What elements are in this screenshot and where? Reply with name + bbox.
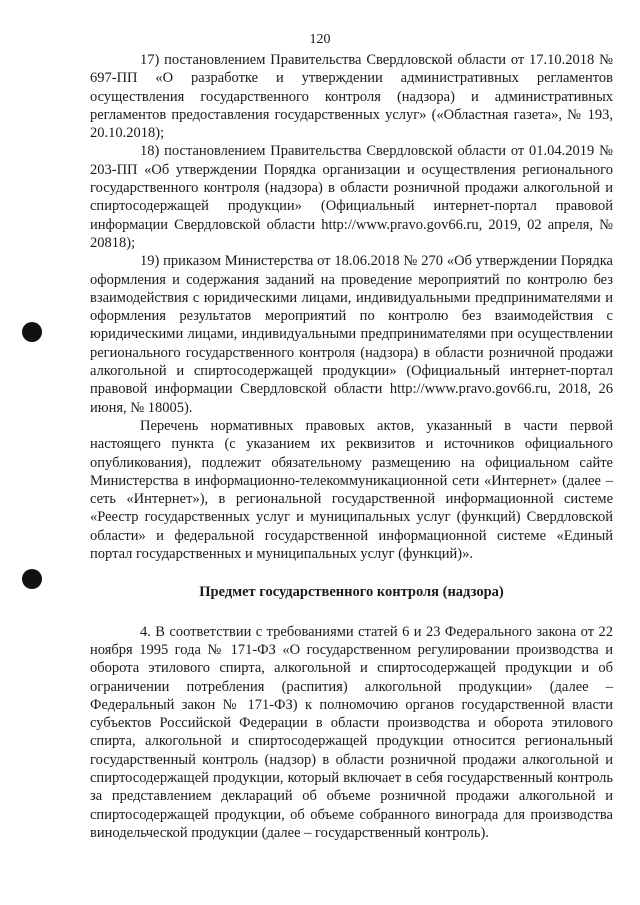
section-heading: Предмет государственного контроля (надзора) [199, 584, 504, 601]
publication-note-paragraph: Перечень нормативных правовых актов, указанный в части первой настоящего пункта (с указанием их реквизитов и источников официального опубликования), подлежит обязательному размещению на официальном сайте Министерства в информационно-телекоммуникационной сети «Интернет» (далее – сеть «Интернет»), в региональной государственной информационной системе «Реестр государственных услуг и муниципальных услуг (функций) Свердловской области» и федеральной государственной информационной системе «Единый портал государственных и муниципальных услуг (функций)». [90, 417, 613, 563]
list-item-19: 19) приказом Министерства от 18.06.2018 № 270 «Об утверждении Порядка оформления и содержания заданий на проведение мероприятий по контролю без взаимодействия с юридическими лицами, индивидуальными предпринимателями и оформления результатов мероприятий по контролю без взаимодействия с юридическими лицами, индивидуальными предпринимателями при осуществлении регионального государственного контроля (надзора) в области розничной продажи алкогольной и спиртосодержащей продукции» (Официальный интернет-портал правовой информации Свердловской области http://www.pravo.gov66.ru, 2018, 26 июня, № 18005). [90, 253, 613, 416]
punch-hole-bottom [22, 569, 42, 589]
page-number: 120 [309, 32, 331, 47]
document-body [90, 51, 613, 842]
punch-hole-top [22, 322, 42, 342]
list-item-18: 18) постановлением Правительства Свердловской области от 01.04.2019 № 203-ПП «Об утверждении Порядка организации и осуществления регионального государственного контроля (надзора) в области розничной продажи алкогольной и спиртосодержащей продукции» (Официальный интернет-портал правовой информации Свердловской области http://www.pravo.gov66.ru, 2019, 02 апреля, № 20818); [90, 143, 613, 251]
list-item-17: 17) постановлением Правительства Свердловской области от 17.10.2018 № 697-ПП «О разработке и утверждении административных регламентов осуществления государственного контроля (надзора) и административных регламентов предоставления государственных услуг» («Областная газета», № 193, 20.10.2018); [90, 52, 613, 142]
section-paragraph-4: 4. В соответствии с требованиями статей 6 и 23 Федерального закона от 22 ноября 1995 года № 171-ФЗ «О государственном регулировании производства и оборота этилового спирта, алкогольной и спиртосодержащей продукции и об ограничении потребления (распития) алкогольной продукции» (далее – Федеральный закон № 171-ФЗ) к полномочию органов государственной власти субъектов Российской Федерации в области производства и оборота этилового спирта, алкогольной и спиртосодержащей продукции относится региональный государственный контроль (надзор) в области розничной продажи алкогольной и спиртосодержащей продукции, который включает в себя государственный контроль за представлением деклараций об объеме розничной продажи алкогольной и спиртосодержащей продукции, об объеме собранного винограда для производства винодельческой продукции (далее – государственный контроль). [90, 623, 613, 841]
